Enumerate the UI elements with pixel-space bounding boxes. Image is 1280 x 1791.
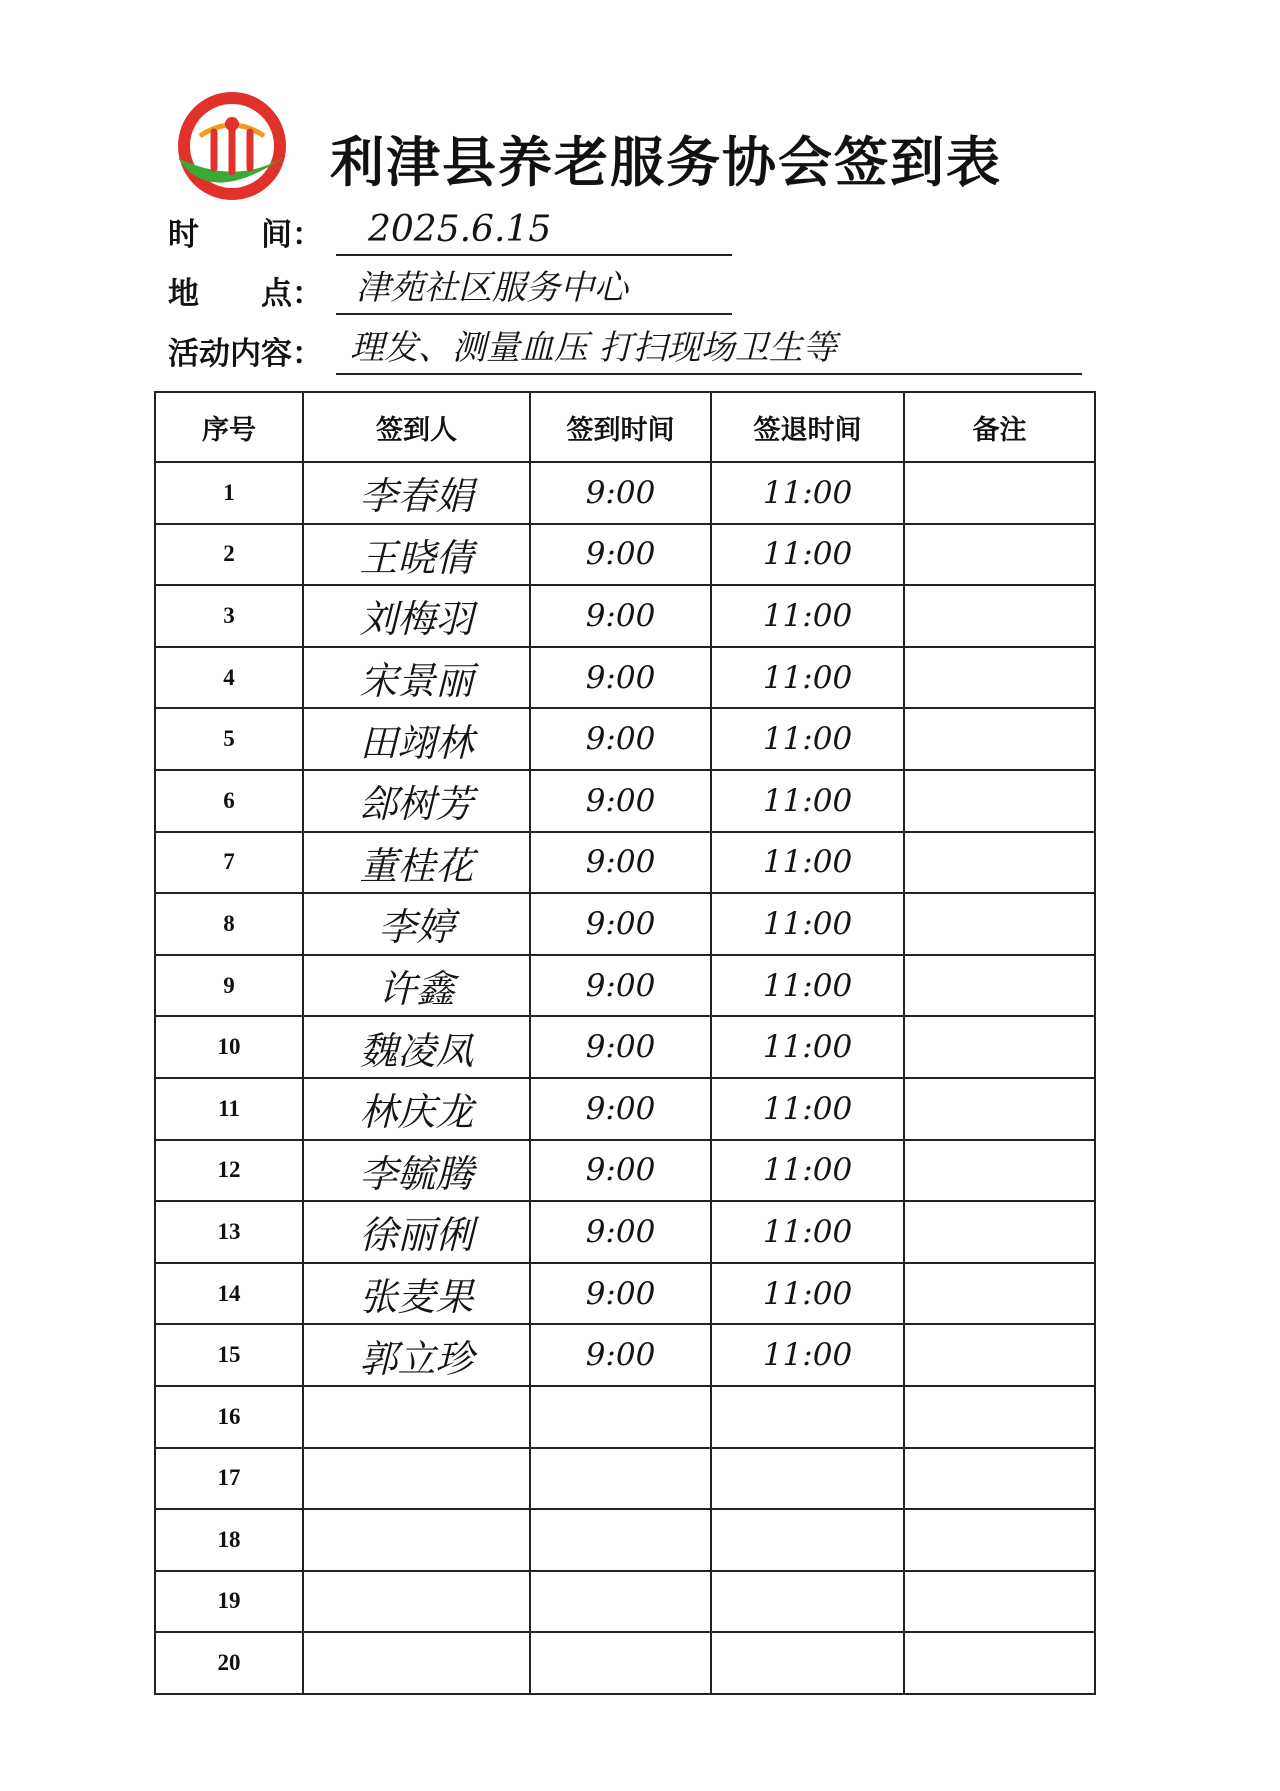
row-number: 8 (155, 893, 303, 955)
row-number: 17 (155, 1448, 303, 1510)
sign-out-time: 11:00 (711, 955, 904, 1017)
header-sign-in-time: 签到时间 (530, 392, 711, 462)
sign-out-time (711, 1448, 904, 1510)
table-row (155, 1324, 1095, 1386)
remark (904, 1140, 1095, 1202)
signer-name: 董桂花 (303, 832, 530, 894)
info-place-row (168, 265, 748, 315)
signer-name (303, 1632, 530, 1694)
table-row (155, 832, 1095, 894)
sign-out-time: 11:00 (711, 1263, 904, 1325)
signer-name (303, 1448, 530, 1510)
activity-value: 理发、测量血压 打扫现场卫生等 (350, 328, 837, 368)
sign-in-time (530, 1386, 711, 1448)
row-number: 1 (155, 462, 303, 524)
remark (904, 1016, 1095, 1078)
info-time-row (168, 206, 748, 256)
sign-out-time (711, 1509, 904, 1571)
remark (904, 585, 1095, 647)
table-row (155, 462, 1095, 524)
signer-name: 林庆龙 (303, 1078, 530, 1140)
sign-out-time: 11:00 (711, 1078, 904, 1140)
header-signer: 签到人 (303, 392, 530, 462)
remark (904, 1324, 1095, 1386)
sign-in-table (154, 391, 1096, 1695)
table-row (155, 1263, 1095, 1325)
remark (904, 1201, 1095, 1263)
activity-label: 活动内容： (168, 336, 323, 372)
sign-in-time: 9:00 (530, 1324, 711, 1386)
table-row (155, 1078, 1095, 1140)
sign-out-time: 11:00 (711, 1201, 904, 1263)
remark (904, 1448, 1095, 1510)
table-row (155, 1571, 1095, 1633)
table-row (155, 1140, 1095, 1202)
remark (904, 462, 1095, 524)
row-number: 14 (155, 1263, 303, 1325)
sign-in-time: 9:00 (530, 1016, 711, 1078)
sign-in-time (530, 1448, 711, 1510)
table-header-row (155, 392, 1095, 462)
table-row (155, 1386, 1095, 1448)
sign-in-time: 9:00 (530, 585, 711, 647)
row-number: 13 (155, 1201, 303, 1263)
remark (904, 1386, 1095, 1448)
sign-in-time: 9:00 (530, 1078, 711, 1140)
table-row (155, 585, 1095, 647)
remark (904, 1509, 1095, 1571)
sign-out-time: 11:00 (711, 893, 904, 955)
table-row (155, 893, 1095, 955)
sign-in-time: 9:00 (530, 955, 711, 1017)
sign-in-time: 9:00 (530, 647, 711, 709)
remark (904, 524, 1095, 586)
sign-out-time (711, 1632, 904, 1694)
table-row (155, 770, 1095, 832)
remark (904, 1632, 1095, 1694)
remark (904, 708, 1095, 770)
sign-out-time: 11:00 (711, 585, 904, 647)
header-sign-out-time: 签退时间 (711, 392, 904, 462)
sign-out-time (711, 1386, 904, 1448)
remark (904, 1078, 1095, 1140)
activity-underline (336, 373, 1082, 375)
sign-in-time: 9:00 (530, 1140, 711, 1202)
signer-name: 魏凌凤 (303, 1016, 530, 1078)
table-row (155, 1509, 1095, 1571)
sign-out-time: 11:00 (711, 647, 904, 709)
row-number: 4 (155, 647, 303, 709)
signer-name: 郐树芳 (303, 770, 530, 832)
signer-name: 张麦果 (303, 1263, 530, 1325)
header-number: 序号 (155, 392, 303, 462)
sign-in-time (530, 1509, 711, 1571)
signer-name: 李毓腾 (303, 1140, 530, 1202)
sign-out-time: 11:00 (711, 832, 904, 894)
sign-in-time: 9:00 (530, 832, 711, 894)
row-number: 7 (155, 832, 303, 894)
remark (904, 893, 1095, 955)
sign-out-time: 11:00 (711, 524, 904, 586)
remark (904, 647, 1095, 709)
signer-name: 田翊林 (303, 708, 530, 770)
place-value: 津苑社区服务中心 (356, 268, 628, 308)
sign-in-time: 9:00 (530, 1201, 711, 1263)
table-row (155, 955, 1095, 1017)
row-number: 15 (155, 1324, 303, 1386)
place-underline (336, 313, 732, 315)
sign-in-time (530, 1571, 711, 1633)
row-number: 10 (155, 1016, 303, 1078)
table-row (155, 524, 1095, 586)
table-row (155, 647, 1095, 709)
signer-name (303, 1386, 530, 1448)
remark (904, 1263, 1095, 1325)
remark (904, 770, 1095, 832)
sign-in-time (530, 1632, 711, 1694)
sign-out-time: 11:00 (711, 770, 904, 832)
time-underline (336, 254, 732, 256)
time-value: 2025.6.15 (368, 209, 552, 250)
signer-name: 宋景丽 (303, 647, 530, 709)
row-number: 2 (155, 524, 303, 586)
signer-name: 王晓倩 (303, 524, 530, 586)
sign-in-time: 9:00 (530, 770, 711, 832)
association-logo (170, 88, 298, 208)
row-number: 9 (155, 955, 303, 1017)
time-label: 时 间： (168, 217, 323, 253)
row-number: 16 (155, 1386, 303, 1448)
sign-in-time: 9:00 (530, 1263, 711, 1325)
signer-name (303, 1571, 530, 1633)
remark (904, 1571, 1095, 1633)
sign-out-time: 11:00 (711, 1016, 904, 1078)
row-number: 5 (155, 708, 303, 770)
header-remarks: 备注 (904, 392, 1095, 462)
page-title: 利津县养老服务协会签到表 (330, 131, 1002, 194)
remark (904, 955, 1095, 1017)
row-number: 12 (155, 1140, 303, 1202)
table-row (155, 1016, 1095, 1078)
signer-name: 刘梅羽 (303, 585, 530, 647)
sign-out-time (711, 1571, 904, 1633)
row-number: 11 (155, 1078, 303, 1140)
sign-out-time: 11:00 (711, 1324, 904, 1386)
sign-in-time: 9:00 (530, 893, 711, 955)
signer-name: 徐丽俐 (303, 1201, 530, 1263)
row-number: 19 (155, 1571, 303, 1633)
sign-in-time: 9:00 (530, 708, 711, 770)
sign-in-time: 9:00 (530, 524, 711, 586)
table-row (155, 1201, 1095, 1263)
sign-out-time: 11:00 (711, 708, 904, 770)
signer-name: 李婷 (303, 893, 530, 955)
table-row (155, 708, 1095, 770)
table-row (155, 1632, 1095, 1694)
place-label: 地 点： (168, 276, 323, 312)
sign-out-time: 11:00 (711, 1140, 904, 1202)
row-number: 18 (155, 1509, 303, 1571)
signer-name: 郭立珍 (303, 1324, 530, 1386)
row-number: 6 (155, 770, 303, 832)
signer-name (303, 1509, 530, 1571)
sign-out-time: 11:00 (711, 462, 904, 524)
sign-in-time: 9:00 (530, 462, 711, 524)
signer-name: 李春娟 (303, 462, 530, 524)
row-number: 20 (155, 1632, 303, 1694)
table-row (155, 1448, 1095, 1510)
remark (904, 832, 1095, 894)
info-activity-row (168, 325, 1088, 375)
row-number: 3 (155, 585, 303, 647)
signer-name: 许鑫 (303, 955, 530, 1017)
